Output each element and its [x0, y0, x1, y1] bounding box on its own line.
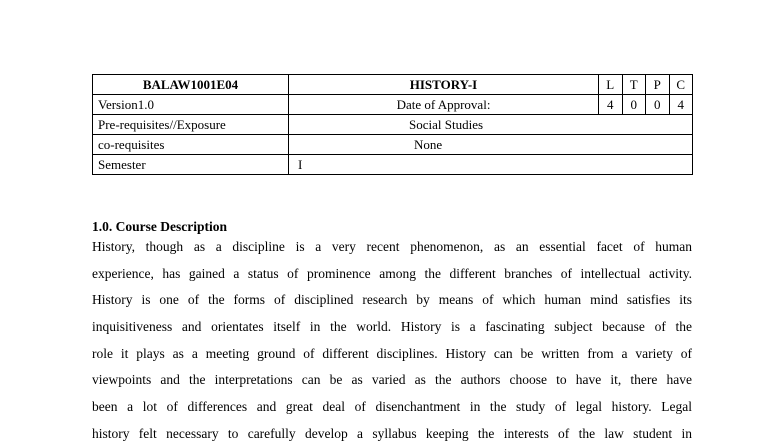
ltpc-header-l: L — [599, 75, 623, 95]
course-title: HISTORY-I — [289, 75, 599, 95]
ltpc-header-c: C — [669, 75, 693, 95]
ltpc-value-l: 4 — [599, 95, 623, 115]
coreq-label: co-requisites — [93, 135, 289, 155]
description-line: role it plays as a meeting ground of different disciplines. History can be written from a variety of — [92, 345, 692, 361]
coreq-value: None — [289, 135, 693, 155]
course-code: BALAW1001E04 — [93, 75, 289, 95]
table-row — [93, 75, 693, 95]
semester-value: I — [289, 155, 693, 175]
version-label: Version1.0 — [93, 95, 289, 115]
description-line: History, though as a discipline is a very recent phenomenon, as an essential facet of human — [92, 239, 692, 254]
approval-label: Date of Approval: — [289, 95, 599, 115]
ltpc-value-t: 0 — [622, 95, 646, 115]
ltpc-header-t: T — [622, 75, 646, 95]
section-heading: 1.0. Course Description — [92, 219, 227, 234]
table-row — [93, 135, 693, 155]
description-line: viewpoints and the interpretations can be as varied as the authors choose to have it, there have — [92, 372, 692, 388]
prereq-value: Social Studies — [289, 115, 693, 135]
description-line: been a lot of differences and great deal of disenchantment in the study of legal history. Legal — [92, 399, 692, 415]
semester-label: Semester — [93, 155, 289, 175]
course-info-table — [92, 74, 693, 175]
ltpc-header-p: P — [646, 75, 670, 95]
ltpc-value-p: 0 — [646, 95, 670, 115]
description-line: history felt necessary to carefully develop a syllabus keeping the interests of the law student in — [92, 425, 692, 441]
description-line: experience, has gained a status of prominence among the different branches of intellectual activity. — [92, 265, 692, 281]
table-row — [93, 95, 693, 115]
ltpc-value-c: 4 — [669, 95, 693, 115]
table-row — [93, 115, 693, 135]
table-row — [93, 155, 693, 175]
course-description — [92, 234, 692, 448]
description-line: History is one of the forms of disciplined research by means of which human mind satisfies its — [92, 292, 692, 308]
prereq-label: Pre-requisites//Exposure — [93, 115, 289, 135]
description-line: inquisitiveness and orientates itself in the world. History is a fascinating subject because of the — [92, 319, 692, 335]
